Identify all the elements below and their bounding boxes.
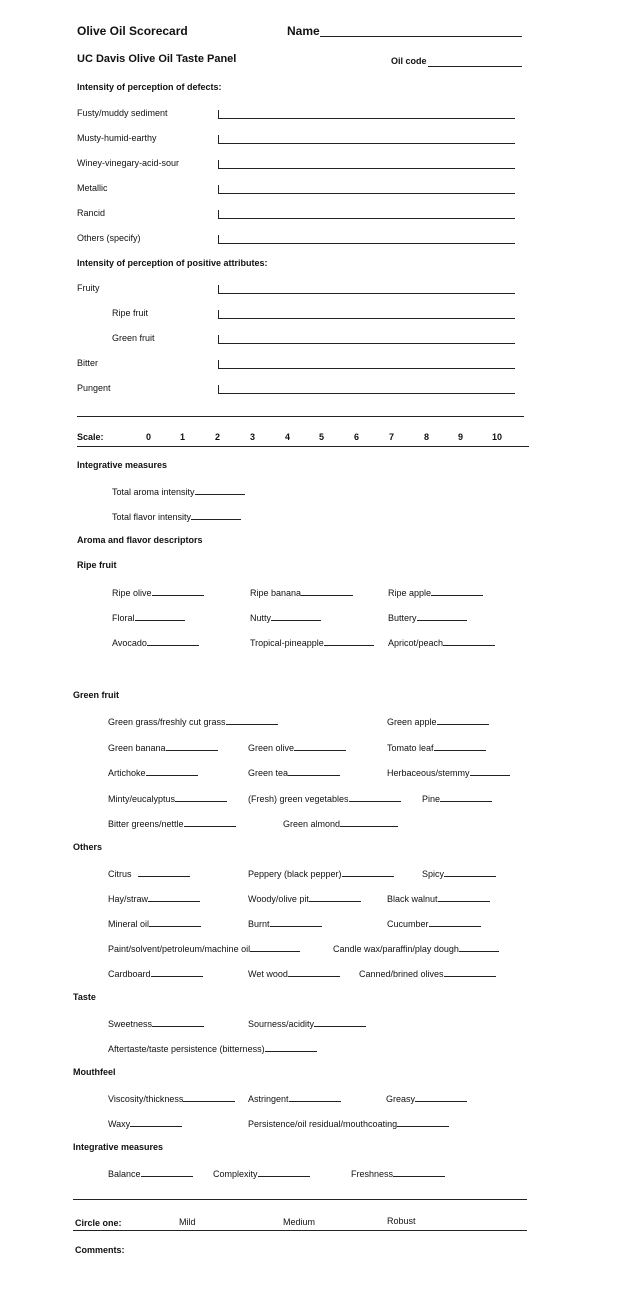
descriptor-label: Wet wood (248, 969, 288, 979)
blank-line (294, 741, 346, 751)
descriptor-label: Black walnut (387, 894, 438, 904)
descriptor-label: Astringent (248, 1094, 289, 1104)
integrative-heading: Integrative measures (73, 1142, 164, 1152)
descriptor-label: Total flavor intensity (112, 512, 192, 522)
form-title: Olive Oil Scorecard (77, 24, 188, 38)
descriptor-field[interactable] (108, 942, 300, 954)
descriptor-label: Canned/brined olives (359, 969, 444, 979)
descriptor-label: Persistence/oil residual/mouthcoating (248, 1119, 398, 1129)
blank-line (146, 766, 198, 776)
divider (73, 1230, 527, 1231)
attribute-intensity-line[interactable] (218, 368, 515, 369)
blank-line (340, 817, 398, 827)
defect-intensity-line[interactable] (218, 118, 515, 119)
descriptor-field[interactable] (248, 766, 340, 778)
scale-number: 9 (458, 432, 464, 442)
descriptor-field[interactable] (248, 917, 322, 929)
blank-line (191, 510, 241, 520)
descriptor-field[interactable] (108, 867, 190, 879)
descriptor-field[interactable] (250, 586, 353, 598)
blank-line (226, 715, 278, 725)
blank-line (349, 792, 401, 802)
defect-intensity-line[interactable] (218, 243, 515, 244)
descriptor-field[interactable] (108, 1042, 317, 1054)
blank-line (152, 1017, 204, 1027)
blank-line (138, 867, 190, 877)
descriptor-label: Complexity (213, 1169, 258, 1179)
name-field[interactable] (320, 36, 522, 37)
option-robust[interactable]: Robust (387, 1216, 416, 1226)
attribute-intensity-line[interactable] (218, 293, 515, 294)
descriptor-label: Tropical-pineapple (250, 638, 324, 648)
descriptor-field[interactable] (351, 1167, 445, 1179)
blank-line (324, 636, 374, 646)
blank-line (438, 892, 490, 902)
descriptor-field[interactable] (248, 741, 346, 753)
blank-line (148, 892, 200, 902)
others-heading: Others (73, 842, 103, 852)
descriptor-label: Citrus (108, 869, 132, 879)
descriptor-label: Cucumber (387, 919, 429, 929)
descriptor-field[interactable] (112, 485, 245, 497)
descriptor-field[interactable] (108, 1167, 193, 1179)
blank-line (258, 1167, 310, 1177)
defect-label: Metallic (77, 183, 108, 193)
option-mild[interactable]: Mild (179, 1217, 196, 1227)
descriptor-label: Peppery (black pepper) (248, 869, 342, 879)
blank-line (393, 1167, 445, 1177)
descriptor-label: Aftertaste/taste persistence (bitterness) (108, 1044, 265, 1054)
scale-number: 8 (424, 432, 430, 442)
descriptor-field[interactable] (108, 967, 203, 979)
attribute-label: Bitter (77, 358, 99, 368)
descriptor-field[interactable] (388, 636, 495, 648)
attribute-label: Pungent (77, 383, 111, 393)
blank-line (130, 1117, 182, 1127)
blank-line (459, 942, 499, 952)
descriptor-field[interactable] (283, 817, 398, 829)
blank-line (437, 715, 489, 725)
descriptor-label: Green tea (248, 768, 289, 778)
divider (77, 446, 529, 447)
scale-number: 10 (492, 432, 503, 442)
defects-heading: Intensity of perception of defects: (77, 82, 222, 92)
descriptor-label: Floral (112, 613, 135, 623)
descriptor-label: Minty/eucalyptus (108, 794, 176, 804)
blank-line (470, 766, 510, 776)
descriptor-label: Cardboard (108, 969, 151, 979)
descriptor-label: Ripe olive (112, 588, 152, 598)
descriptor-field[interactable] (422, 792, 492, 804)
descriptor-field[interactable] (108, 792, 227, 804)
attribute-intensity-line[interactable] (218, 343, 515, 344)
descriptor-label: Tomato leaf (387, 743, 434, 753)
descriptor-label: Nutty (250, 613, 272, 623)
descriptor-field[interactable] (112, 636, 199, 648)
blank-line (135, 611, 185, 621)
blank-line (417, 611, 467, 621)
descriptor-field[interactable] (112, 510, 241, 522)
descriptor-field[interactable] (108, 741, 218, 753)
divider (77, 416, 524, 417)
defect-intensity-line[interactable] (218, 143, 515, 144)
name-label: Name (287, 24, 320, 38)
blank-line (434, 741, 486, 751)
blank-line (288, 967, 340, 977)
blank-line (443, 636, 495, 646)
blank-line (397, 1117, 449, 1127)
descriptor-field[interactable] (386, 1092, 467, 1104)
blank-line (141, 1167, 193, 1177)
defect-label: Musty-humid-earthy (77, 133, 157, 143)
descriptor-label: Herbaceous/stemmy (387, 768, 470, 778)
blank-line (250, 942, 300, 952)
descriptor-field[interactable] (359, 967, 496, 979)
descriptor-field[interactable] (108, 917, 201, 929)
attribute-intensity-line[interactable] (218, 318, 515, 319)
defect-label: Winey-vinegary-acid-sour (77, 158, 180, 168)
descriptor-field[interactable] (388, 611, 467, 623)
scale-number: 5 (319, 432, 325, 442)
descriptor-label: Total aroma intensity (112, 487, 195, 497)
defect-label: Rancid (77, 208, 106, 218)
descriptor-field[interactable] (248, 892, 361, 904)
defect-label: Others (specify) (77, 233, 141, 243)
descriptor-label: Spicy (422, 869, 445, 879)
descriptor-field[interactable] (112, 586, 204, 598)
blank-line (149, 917, 201, 927)
attribute-label: Green fruit (112, 333, 155, 343)
descriptor-field[interactable] (248, 967, 340, 979)
descriptor-field[interactable] (248, 1092, 341, 1104)
descriptor-field[interactable] (108, 715, 278, 727)
descriptor-field[interactable] (112, 611, 185, 623)
integrative-heading: Integrative measures (77, 460, 168, 470)
descriptor-field[interactable] (248, 1117, 449, 1129)
descriptor-label: Green almond (283, 819, 341, 829)
blank-line (444, 867, 496, 877)
descriptor-label: Avocado (112, 638, 147, 648)
descriptor-label: Ripe banana (250, 588, 302, 598)
blank-line (301, 586, 353, 596)
scale-label: Scale: (77, 432, 104, 442)
oil-code-field[interactable] (428, 66, 522, 67)
blank-line (195, 485, 245, 495)
descriptor-label: Freshness (351, 1169, 394, 1179)
descriptor-field[interactable] (250, 611, 321, 623)
blank-line (175, 792, 227, 802)
divider (73, 1199, 527, 1200)
descriptor-label: Green banana (108, 743, 166, 753)
blank-line (415, 1092, 467, 1102)
defect-intensity-line[interactable] (218, 193, 515, 194)
blank-line (342, 867, 394, 877)
blank-line (147, 636, 199, 646)
positives-heading: Intensity of perception of positive attributes: (77, 258, 268, 268)
descriptor-field[interactable] (248, 1017, 366, 1029)
circle-one-label: Circle one: (75, 1218, 122, 1228)
descriptor-field[interactable] (248, 867, 394, 879)
descriptor-label: Sweetness (108, 1019, 153, 1029)
oil-code-label: Oil code (391, 56, 427, 66)
descriptor-label: Balance (108, 1169, 141, 1179)
scale-number: 2 (215, 432, 221, 442)
descriptor-label: Candle wax/paraffin/play dough (333, 944, 459, 954)
descriptor-field[interactable] (108, 817, 236, 829)
scale-number: 1 (180, 432, 186, 442)
scale-number: 7 (389, 432, 395, 442)
descriptor-label: Sourness/acidity (248, 1019, 315, 1029)
blank-line (444, 967, 496, 977)
blank-line (270, 917, 322, 927)
descriptor-label: Viscosity/thickness (108, 1094, 184, 1104)
blank-line (288, 766, 340, 776)
descriptor-field[interactable] (387, 741, 486, 753)
descriptor-label: Hay/straw (108, 894, 149, 904)
descriptor-label: Woody/olive pit (248, 894, 309, 904)
blank-line (151, 967, 203, 977)
descriptor-field[interactable] (388, 586, 483, 598)
blank-line (309, 892, 361, 902)
descriptor-field[interactable] (108, 1017, 204, 1029)
descriptor-label: Paint/solvent/petroleum/machine oil (108, 944, 251, 954)
descriptor-label: Green grass/freshly cut grass (108, 717, 226, 727)
aroma-heading: Aroma and flavor descriptors (77, 535, 203, 545)
descriptor-field[interactable] (108, 1117, 182, 1129)
descriptor-field[interactable] (387, 892, 490, 904)
blank-line (271, 611, 321, 621)
scale-number: 0 (146, 432, 152, 442)
attribute-label: Fruity (77, 283, 100, 293)
descriptor-field[interactable] (108, 766, 198, 778)
scale-number: 6 (354, 432, 360, 442)
descriptor-field[interactable] (387, 715, 489, 727)
descriptor-field[interactable] (422, 867, 496, 879)
blank-line (431, 586, 483, 596)
scale-number: 3 (250, 432, 256, 442)
descriptor-label: Bitter greens/nettle (108, 819, 184, 829)
attribute-intensity-line[interactable] (218, 393, 515, 394)
descriptor-label: Greasy (386, 1094, 416, 1104)
descriptor-field[interactable] (250, 636, 374, 648)
descriptor-field[interactable] (108, 1092, 235, 1104)
defect-intensity-line[interactable] (218, 218, 515, 219)
blank-line (265, 1042, 317, 1052)
ripe-fruit-heading: Ripe fruit (77, 560, 117, 570)
blank-line (429, 917, 481, 927)
descriptor-label: Burnt (248, 919, 270, 929)
descriptor-label: Green apple (387, 717, 437, 727)
blank-line (166, 741, 218, 751)
option-medium[interactable]: Medium (283, 1217, 316, 1227)
descriptor-field[interactable] (387, 917, 481, 929)
blank-line (314, 1017, 366, 1027)
descriptor-label: Buttery (388, 613, 417, 623)
defect-label: Fusty/muddy sediment (77, 108, 168, 118)
attribute-label: Ripe fruit (112, 308, 149, 318)
mouthfeel-heading: Mouthfeel (73, 1067, 116, 1077)
descriptor-label: Green olive (248, 743, 295, 753)
taste-heading: Taste (73, 992, 96, 1002)
blank-line (183, 1092, 235, 1102)
form-subtitle: UC Davis Olive Oil Taste Panel (77, 53, 237, 65)
descriptor-field[interactable] (387, 766, 510, 778)
descriptor-label: (Fresh) green vegetables (248, 794, 349, 804)
scale-number: 4 (285, 432, 291, 442)
descriptor-field[interactable] (213, 1167, 310, 1179)
descriptor-label: Pine (422, 794, 441, 804)
descriptor-label: Waxy (108, 1119, 131, 1129)
descriptor-label: Mineral oil (108, 919, 150, 929)
descriptor-label: Apricot/peach (388, 638, 444, 648)
blank-line (440, 792, 492, 802)
comments-label: Comments: (75, 1245, 125, 1255)
defect-intensity-line[interactable] (218, 168, 515, 169)
descriptor-label: Artichoke (108, 768, 146, 778)
blank-line (184, 817, 236, 827)
blank-line (289, 1092, 341, 1102)
green-fruit-heading: Green fruit (73, 690, 120, 700)
descriptor-label: Ripe apple (388, 588, 432, 598)
descriptor-field[interactable] (108, 892, 200, 904)
descriptor-field[interactable] (333, 942, 499, 954)
blank-line (152, 586, 204, 596)
descriptor-field[interactable] (248, 792, 401, 804)
